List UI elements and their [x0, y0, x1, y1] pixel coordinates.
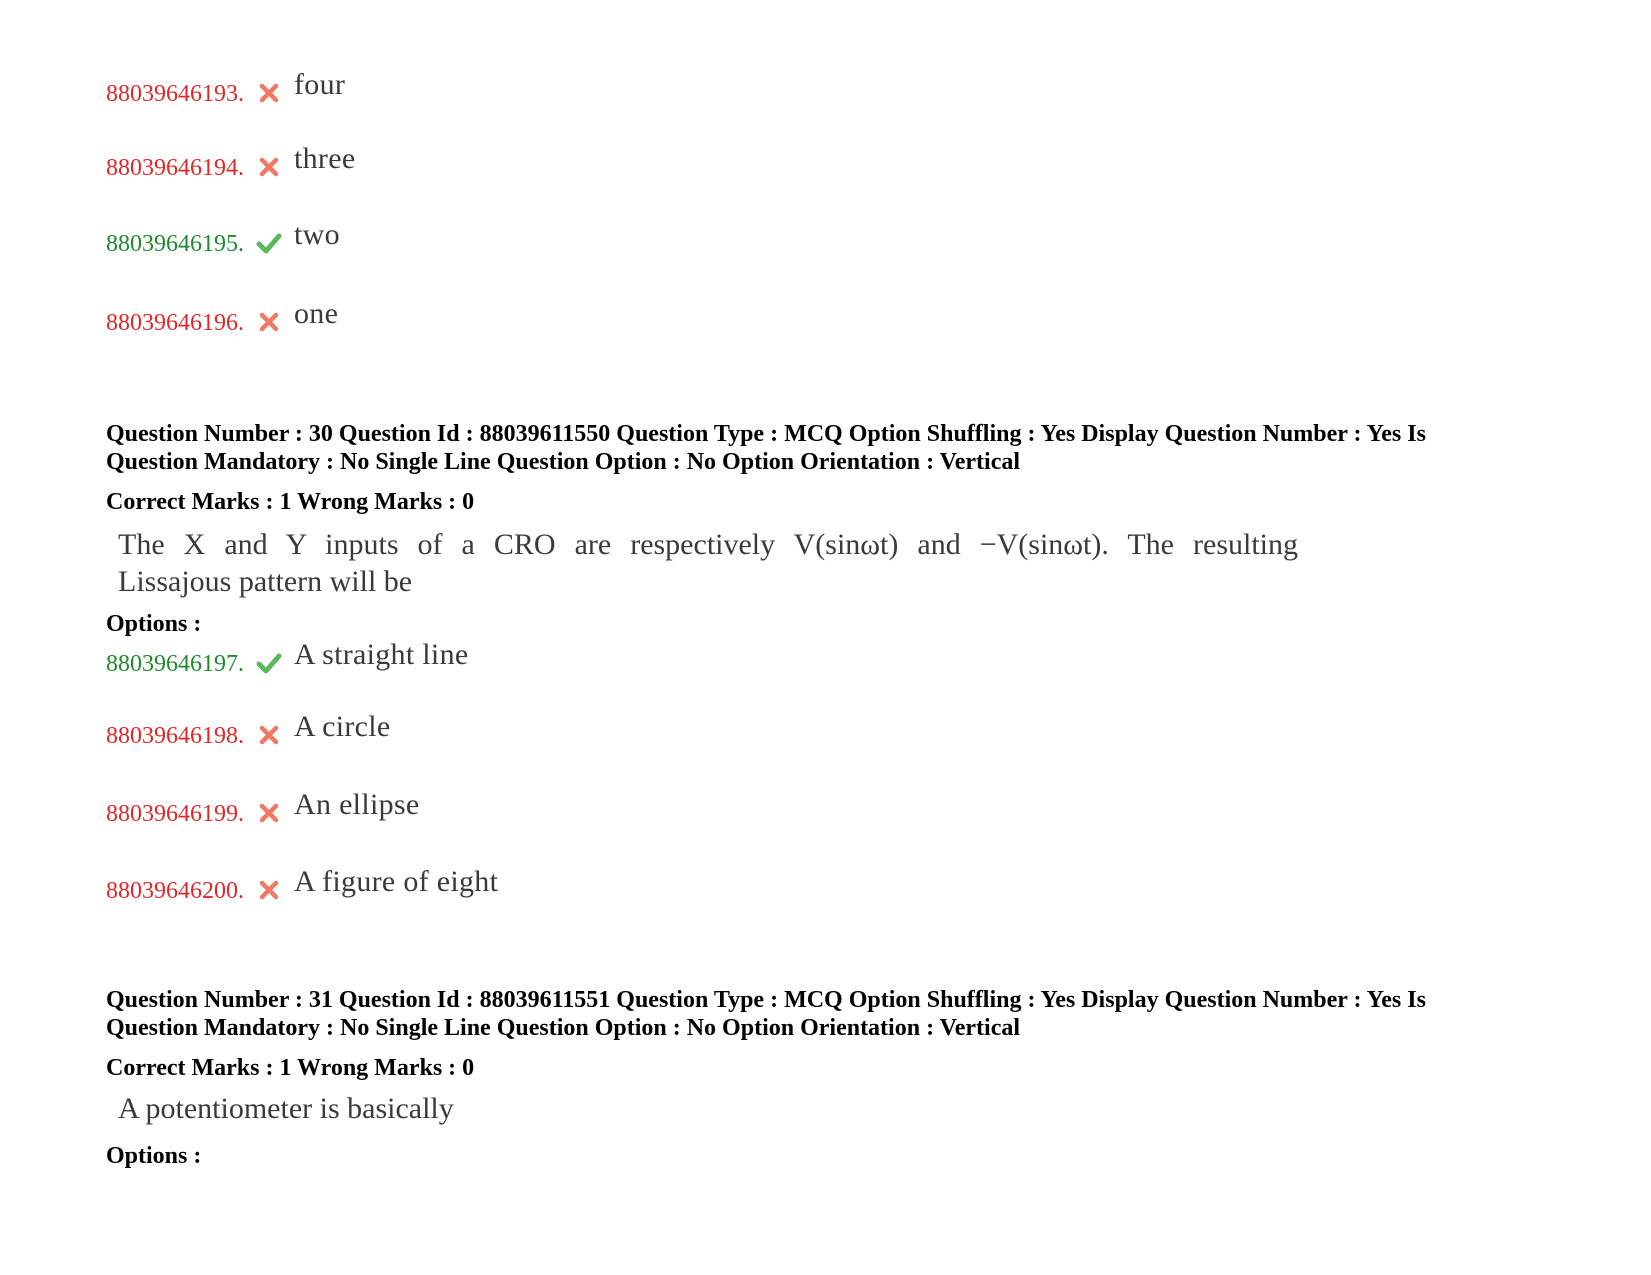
question-text: [118, 1090, 1298, 1127]
options-label: Options :: [106, 611, 202, 637]
option-text: three: [294, 142, 356, 175]
option-text: An ellipse: [294, 788, 420, 821]
cross-icon: [256, 879, 282, 901]
option-row: [106, 790, 806, 830]
cross-icon: [256, 802, 282, 824]
question-marks: Correct Marks : 1 Wrong Marks : 0: [106, 489, 475, 515]
check-icon: [256, 232, 282, 254]
option-text: A figure of eight: [294, 865, 499, 898]
question-header-line: Question Mandatory : No Single Line Question Option : No Option Orientation : Vertical: [106, 1015, 1021, 1041]
option-row: [106, 220, 806, 260]
option-row: [106, 712, 806, 752]
option-text: A straight line: [294, 638, 469, 671]
option-row: [106, 640, 806, 680]
option-id: 88039646200.: [106, 878, 244, 904]
question-header-line: Question Mandatory : No Single Line Question Option : No Option Orientation : Vertical: [106, 449, 1021, 475]
option-id: 88039646195.: [106, 231, 244, 257]
question-text-line: Lissajous pattern will be: [118, 565, 413, 598]
question-marks: Correct Marks : 1 Wrong Marks : 0: [106, 1055, 475, 1081]
question-header-line: Question Number : 30 Question Id : 88039611550 Question Type : MCQ Option Shuffling : Yes Display Question Number : Yes Is: [106, 421, 1426, 447]
option-id: 88039646197.: [106, 651, 244, 677]
option-row: [106, 867, 806, 907]
cross-icon: [256, 156, 282, 178]
options-label: Options :: [106, 1143, 202, 1169]
option-text: four: [294, 68, 346, 101]
option-text: A circle: [294, 710, 391, 743]
question-header: [106, 420, 1556, 476]
option-id: 88039646198.: [106, 723, 244, 749]
question-header-line: Question Number : 31 Question Id : 88039611551 Question Type : MCQ Option Shuffling : Yes Display Question Number : Yes Is: [106, 987, 1426, 1013]
question-text-line: A potentiometer is basically: [118, 1092, 454, 1125]
option-id: 88039646193.: [106, 81, 244, 107]
check-icon: [256, 652, 282, 674]
question-header: [106, 986, 1556, 1042]
option-id: 88039646199.: [106, 801, 244, 827]
option-text: two: [294, 218, 340, 251]
question-text-line: The X and Y inputs of a CRO are respectively V(sinωt) and −V(sinωt). The resulting: [118, 528, 1298, 561]
option-row: [106, 144, 806, 184]
option-row: [106, 70, 806, 110]
cross-icon: [256, 724, 282, 746]
option-id: 88039646194.: [106, 155, 244, 181]
cross-icon: [256, 311, 282, 333]
option-row: [106, 299, 806, 339]
cross-icon: [256, 82, 282, 104]
option-text: one: [294, 297, 339, 330]
question-text: [118, 526, 1298, 600]
option-id: 88039646196.: [106, 310, 244, 336]
